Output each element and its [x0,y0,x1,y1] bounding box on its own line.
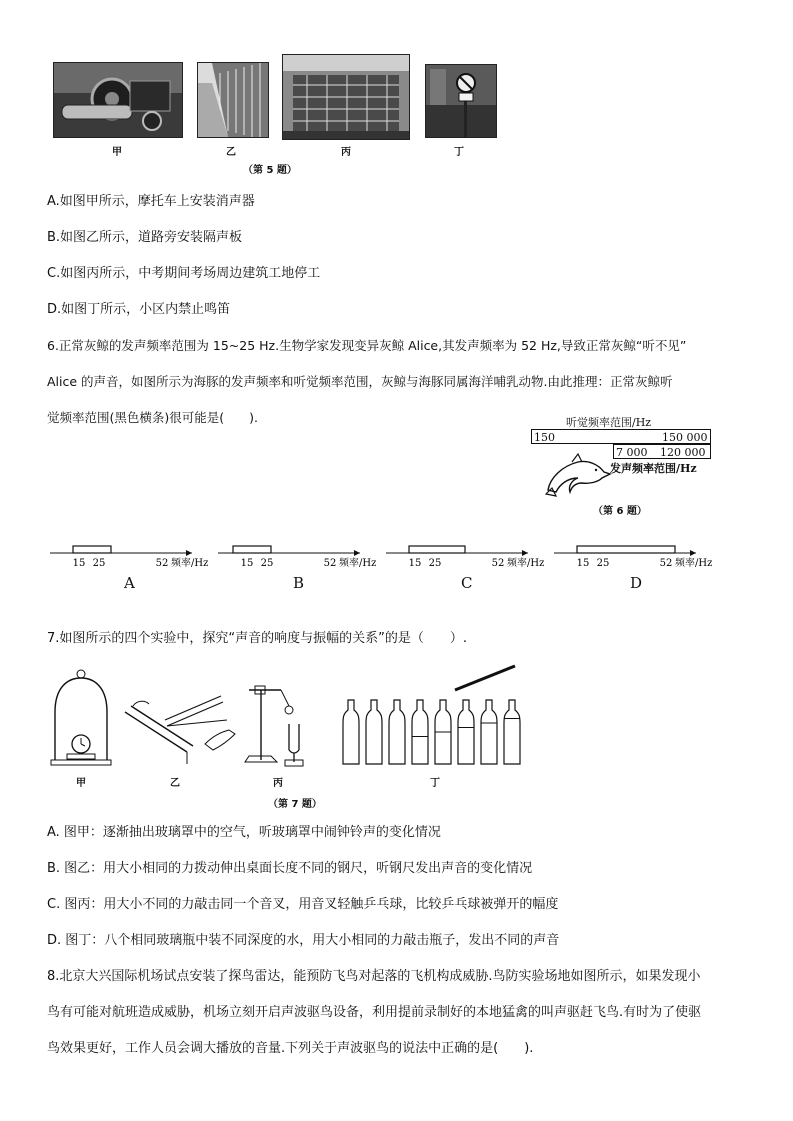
q7-experiment-figure [45,660,535,770]
bottle-icon [435,700,451,764]
q6-choice-letter-b[interactable]: B [293,574,305,592]
axis-arrow [354,550,360,556]
hearing-range-label: 听觉频率范围/Hz [566,416,652,429]
axis-arrow [186,550,192,556]
eight-bottles-icon [343,700,520,764]
tick-label-15: 15 [240,558,254,569]
tuning-fork-stand-icon [245,686,303,766]
q5-option-a[interactable]: A.如图甲所示，摩托车上安装消声器 [47,194,255,209]
axis-unit-label: 频率/Hz [675,558,713,569]
q6-choice-letter-a[interactable]: A [124,574,135,592]
q5-option-d[interactable]: D.如图丁所示，小区内禁止鸣笛 [47,302,231,317]
axis-unit-label: 频率/Hz [339,558,377,569]
q7-option-b[interactable]: B. 图乙：用大小相同的力拨动伸出桌面长度不同的钢尺，听钢尺发出声音的变化情况 [47,861,533,876]
tick-label-52: 52 [659,558,673,569]
q7-stem: 7.如图所示的四个实验中，探究“声音的响度与振幅的关系”的是（ ）. [47,631,468,646]
number-line-choice-c [386,546,544,569]
axis-unit-label: 频率/Hz [507,558,545,569]
photo-jia-motorcycle-muffler [53,62,183,138]
q7-option-d[interactable]: D. 图丁：八个相同玻璃瓶中装不同深度的水，用大小相同的力敲击瓶子，发出不同的声音 [47,933,560,948]
photo-bing-construction-site [282,54,410,140]
q8-stem-line-3: 鸟效果更好，工作人员会调大播放的音量.下列关于声波驱鸟的说法中正确的是( ). [47,1041,534,1056]
q7-caption-ding: 丁 [430,778,440,789]
q7-caption-yi: 乙 [170,778,180,789]
tick-label-15: 15 [576,558,590,569]
q7-option-a[interactable]: A. 图甲：逐渐抽出玻璃罩中的空气，听玻璃罩中闹钟铃声的变化情况 [47,825,441,840]
tick-label-52: 52 [491,558,505,569]
photo-ding-no-horn-sign [425,64,497,138]
dolphin-frequency-figure [528,412,713,502]
q7-caption-bing: 丙 [273,778,283,789]
photo-caption-jia: 甲 [112,147,122,158]
striking-rod-icon [455,666,515,690]
bottle-icon [366,700,382,764]
bell-jar-icon [51,670,111,765]
figure-caption-q7: （第 7 题） [268,799,322,810]
tick-label-52: 52 [323,558,337,569]
q5-option-c[interactable]: C.如图丙所示，中考期间考场周边建筑工地停工 [47,266,321,281]
bottle-icon [504,700,520,764]
axis-arrow [522,550,528,556]
ruler-table-icon [125,696,235,764]
hearing-range-bar [233,546,271,553]
tick-label-25: 25 [260,558,274,569]
hearing-range-high: 150 000 [662,431,708,444]
q8-stem-line-1: 8.北京大兴国际机场试点安装了探鸟雷达，能预防飞鸟对起落的飞机构成威胁.鸟防实验场地如图所示，如果发现小 [47,969,701,984]
photo-caption-yi: 乙 [226,147,236,158]
photo-caption-bing: 丙 [341,147,351,158]
q7-caption-jia: 甲 [76,778,86,789]
number-line-choice-b [218,546,376,569]
figure-caption-q5: （第 5 题） [243,165,297,176]
q6-stem-line-2: Alice 的声音，如图所示为海豚的发声频率和听觉频率范围，灰鲸与海豚同属海洋哺乳动物.由此推理：正常灰鲸听 [47,374,673,389]
tick-label-15: 15 [408,558,422,569]
bottle-icon [412,700,428,764]
number-line-choice-d [554,546,712,569]
q6-choice-letter-c[interactable]: C [461,574,473,592]
axis-arrow [690,550,696,556]
number-line-choice-a [50,546,208,569]
motorcycle-illustration [54,63,182,137]
photo-yi-noise-barrier [197,62,269,138]
hearing-range-low: 150 [534,431,555,444]
bottle-icon [389,700,405,764]
hearing-range-bar [73,546,111,553]
sound-range-label: 发声频率范围/Hz [610,462,697,475]
q8-stem-line-2: 鸟有可能对航班造成威胁，机场立刻开启声波驱鸟设备，利用提前录制好的本地猛禽的叫声驱赶飞鸟.有时为了使驱 [47,1005,702,1020]
q6-stem-line-3: 觉频率范围(黑色横条)很可能是( ). [47,410,258,425]
noise-barrier-illustration [198,63,268,137]
axis-unit-label: 频率/Hz [171,558,209,569]
tick-label-25: 25 [428,558,442,569]
q5-option-b[interactable]: B.如图乙所示，道路旁安装隔声板 [47,230,243,245]
hearing-range-bar [577,546,675,553]
hearing-range-bar [409,546,465,553]
no-horn-sign-illustration [426,65,496,137]
q6-choice-letter-d[interactable]: D [630,574,643,592]
sound-range-high: 120 000 [660,446,706,459]
photo-caption-ding: 丁 [454,147,464,158]
q6-stem-line-1: 6.正常灰鲸的发声频率范围为 15~25 Hz.生物学家发现变异灰鲸 Alice,其发声频率为 52 Hz,导致正常灰鲸“听不见” [47,338,687,353]
tick-label-25: 25 [596,558,610,569]
tick-label-15: 15 [72,558,86,569]
tick-label-52: 52 [155,558,169,569]
tick-label-25: 25 [92,558,106,569]
bottle-icon [343,700,359,764]
sound-range-low: 7 000 [616,446,648,459]
dolphin-icon [542,450,612,500]
bottle-icon [458,700,474,764]
construction-illustration [283,55,409,139]
bottle-icon [481,700,497,764]
q7-option-c[interactable]: C. 图丙：用大小不同的力敲击同一个音叉，用音叉轻触乒乓球，比较乒乓球被弹开的幅度 [47,897,559,912]
figure-caption-q6: （第 6 题） [593,506,647,517]
